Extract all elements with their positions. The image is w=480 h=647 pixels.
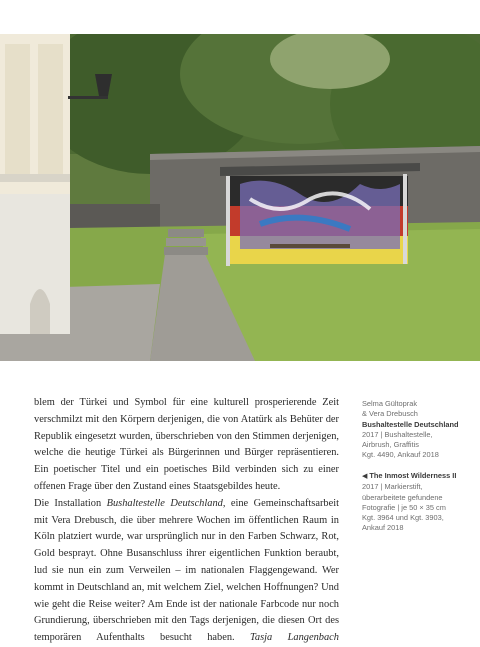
caption2-details-2: überarbeitete gefundene (362, 492, 443, 502)
arrow-left-icon: ◀ (362, 473, 368, 480)
caption-title: Bushaltestelle Deutschland (362, 419, 459, 429)
artwork-title-inline: Bushaltestelle Deutschland (106, 497, 223, 509)
caption2-details-4: Kgt. 3964 und Kgt. 3903, (362, 513, 444, 523)
caption-title-2: The Inmost Wilderness II (369, 471, 457, 480)
caption2-details-5: Ankauf 2018 (362, 523, 404, 533)
paragraph-1: blem der Türkei und Symbol für eine kulturell prosperierende Zeit verschmilzt mit den Körpern derjenigen, die von Atatürk als Behüter der Republik eingesetzt wurden, überschrieben von den Stimmen derjenigen, welche die heutige Türkei als Bürgerinnen und Bürger repräsentieren. Ein poetischer Titel und ein poetisches Bild verbinden sich zu einer offenen Frage über den Zustand eines Staatsgebildes heute. (34, 397, 339, 492)
caption-details-1: 2017 | Bushaltestelle, (362, 429, 433, 439)
paragraph-2 (34, 496, 339, 647)
caption-artist-1: Selma Gültoprak (362, 399, 418, 408)
caption-inmost-wilderness (362, 471, 466, 534)
paragraph-2-intro: Die Installation (34, 497, 107, 509)
article-body (34, 395, 339, 647)
caption-details-2: Airbrush, Graffitis (362, 440, 419, 450)
paragraph-2-text: , eine Gemeinschaftsarbeit mit Vera Drebusch, die über mehrere Wochen im öffentlichen Raum in Köln platziert wurde, war ursprünglich nur in den Farben Schwarz, Rot, Gold besprayt. Ohne Busanschluss ihrer eigentlichen Funktion beraubt, lud sie nun ein zum Verweilen – im nationalen Flaggengewand. Wer kommt in Deutschland an, mit welchem Ziel, welchen Hoffnungen? Und wie geht die Reise weiter? Am Ende ist der nationale Farbcode nur noch Grundierung, überschrieben mit den Tags derjenigen, die diesen Ort des temporären Aufenthalts besucht haben. (34, 497, 339, 644)
caption2-details-3: Fotografie | je 50 × 35 cm (362, 502, 446, 512)
caption-bus-shelter (362, 399, 466, 461)
caption2-details-1: 2017 | Markierstift, (362, 482, 423, 492)
caption-artist-2: & Vera Drebusch (362, 409, 418, 419)
author-signature: Tasja Langenbach (250, 632, 339, 644)
bus-shelter-photo (0, 34, 480, 361)
caption-details-3: Kgt. 4490, Ankauf 2018 (362, 450, 439, 460)
